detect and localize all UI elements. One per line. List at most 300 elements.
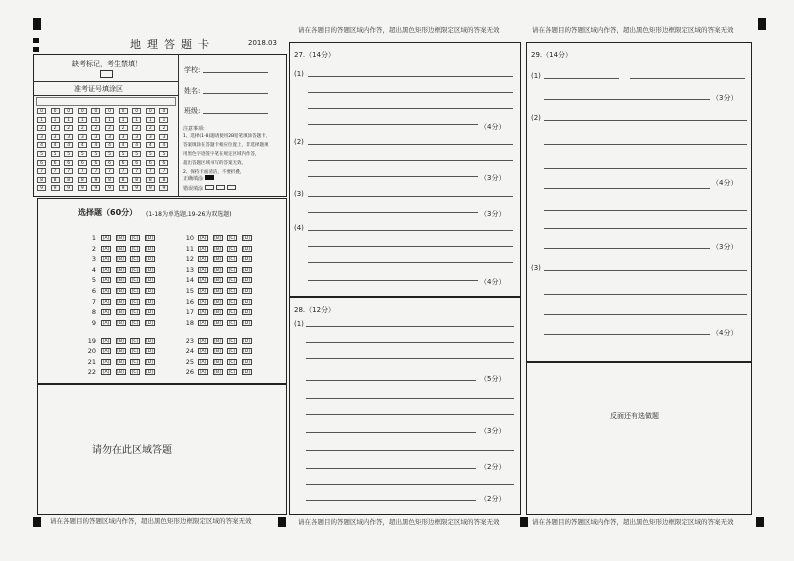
id-digit-bubble[interactable]: 8 bbox=[64, 177, 73, 183]
id-digit-bubble[interactable]: 2 bbox=[64, 125, 73, 131]
choice-option-bubble[interactable]: [B] bbox=[214, 359, 221, 365]
q27-answer-line[interactable] bbox=[308, 108, 513, 109]
choice-option-bubble[interactable]: [C] bbox=[131, 359, 139, 365]
back-note-text: 反面还有选做题 bbox=[610, 412, 659, 420]
choice-option-bubble[interactable]: [D] bbox=[243, 236, 250, 241]
id-digit-bubble[interactable]: 8 bbox=[78, 177, 87, 183]
choice-option-bubble[interactable]: [A] bbox=[102, 339, 110, 344]
choice-option-bubble[interactable]: [A] bbox=[199, 310, 207, 316]
choice-option-bubble[interactable]: [D] bbox=[243, 349, 250, 355]
choice-option-bubble[interactable]: [D] bbox=[146, 246, 153, 252]
choice-option-bubble[interactable]: [B] bbox=[117, 310, 124, 316]
choice-option-bubble[interactable]: [B] bbox=[117, 236, 124, 241]
id-digit-bubble[interactable]: 0 bbox=[132, 108, 141, 114]
id-digit-bubble[interactable]: 5 bbox=[91, 151, 100, 157]
q27-answer-line[interactable] bbox=[308, 196, 513, 197]
instructions-title: 注意事项: bbox=[183, 126, 205, 132]
id-digit-bubble[interactable]: 5 bbox=[105, 151, 114, 157]
q29-answer-line[interactable] bbox=[630, 78, 745, 79]
q29-answer-line[interactable] bbox=[544, 228, 747, 229]
choice-option-bubble[interactable]: [B] bbox=[117, 246, 124, 252]
id-digit-bubble[interactable]: 6 bbox=[132, 160, 141, 166]
q28-answer-line[interactable] bbox=[306, 398, 514, 399]
choice-option-bubble[interactable]: [A] bbox=[102, 349, 110, 355]
id-digit-bubble[interactable]: 3 bbox=[91, 134, 100, 140]
id-digit-bubble[interactable]: 5 bbox=[78, 151, 87, 157]
q29-answer-line[interactable] bbox=[544, 188, 710, 189]
class-label: 班级: bbox=[184, 107, 201, 115]
id-digit-bubble[interactable]: 0 bbox=[105, 108, 114, 114]
choice-option-bubble[interactable]: [A] bbox=[199, 289, 207, 294]
q28-answer-line[interactable] bbox=[306, 380, 476, 381]
id-digit-bubble[interactable]: 5 bbox=[132, 151, 141, 157]
q27-answer-line[interactable] bbox=[308, 230, 513, 231]
choice-option-bubble[interactable]: [B] bbox=[117, 257, 124, 263]
id-digit-bubble[interactable]: 1 bbox=[64, 117, 73, 123]
q27-answer-line[interactable] bbox=[308, 144, 513, 145]
id-digit-bubble[interactable]: 4 bbox=[37, 142, 46, 148]
choice-option-bubble[interactable]: [A] bbox=[102, 236, 110, 241]
id-digit-bubble[interactable]: 4 bbox=[159, 142, 168, 148]
q28-answer-line[interactable] bbox=[306, 414, 514, 415]
registration-mark bbox=[33, 18, 41, 30]
choice-option-bubble[interactable]: [B] bbox=[117, 369, 124, 375]
choice-option-bubble[interactable]: [C] bbox=[228, 349, 236, 355]
choice-option-bubble[interactable]: [D] bbox=[146, 278, 153, 284]
q28-answer-line[interactable] bbox=[306, 468, 476, 469]
q29-answer-line[interactable] bbox=[544, 294, 747, 295]
id-digit-bubble[interactable]: 3 bbox=[159, 134, 168, 140]
choice-option-bubble[interactable]: [A] bbox=[199, 257, 207, 263]
id-digit-bubble[interactable]: 7 bbox=[64, 168, 73, 174]
id-digit-bubble[interactable]: 1 bbox=[37, 117, 46, 123]
registration-mark bbox=[33, 517, 41, 527]
choice-option-bubble[interactable]: [A] bbox=[199, 246, 207, 252]
id-digit-bubble[interactable]: 1 bbox=[159, 117, 168, 123]
choice-option-bubble[interactable]: [B] bbox=[214, 299, 221, 305]
choice-option-bubble[interactable]: [D] bbox=[243, 246, 250, 252]
choice-option-bubble[interactable]: [A] bbox=[102, 289, 110, 294]
q27-part-label: (1) bbox=[294, 70, 304, 78]
choice-option-bubble[interactable]: [D] bbox=[243, 267, 250, 273]
choice-option-bubble[interactable]: [B] bbox=[214, 289, 221, 294]
choice-option-bubble[interactable]: [D] bbox=[146, 289, 153, 294]
choice-option-bubble[interactable]: [C] bbox=[131, 369, 139, 375]
choice-option-bubble[interactable]: [A] bbox=[199, 339, 207, 344]
instruction-line: 用黑色字迹签字笔在规定区域内作答， bbox=[183, 152, 260, 157]
id-digit-bubble[interactable]: 4 bbox=[51, 142, 60, 148]
choice-option-bubble[interactable]: [C] bbox=[228, 310, 236, 316]
q29-score: （3分） bbox=[712, 243, 738, 251]
id-digit-bubble[interactable]: 1 bbox=[91, 117, 100, 123]
q28-answer-line[interactable] bbox=[306, 342, 514, 343]
choice-option-bubble[interactable]: [C] bbox=[228, 339, 236, 344]
registration-mark bbox=[33, 47, 39, 52]
id-digit-bubble[interactable]: 2 bbox=[37, 125, 46, 131]
choice-option-bubble[interactable]: [B] bbox=[117, 278, 124, 284]
choice-option-bubble[interactable]: [D] bbox=[243, 299, 250, 305]
choice-option-bubble[interactable]: [D] bbox=[243, 289, 250, 294]
id-digit-bubble[interactable]: 2 bbox=[51, 125, 60, 131]
q27-answer-line[interactable] bbox=[308, 76, 513, 77]
id-digit-bubble[interactable]: 2 bbox=[146, 125, 155, 131]
id-digit-bubble[interactable]: 4 bbox=[64, 142, 73, 148]
choice-option-bubble[interactable]: [B] bbox=[214, 349, 221, 355]
bottom-notice-col1: 请在各题目的答题区域内作答，超出黑色矩形边框限定区域的答案无效 bbox=[50, 517, 252, 525]
choice-option-bubble[interactable]: [C] bbox=[228, 320, 236, 326]
id-digit-bubble[interactable]: 2 bbox=[91, 125, 100, 131]
choice-option-bubble[interactable]: [D] bbox=[146, 310, 153, 316]
id-digit-bubble[interactable]: 8 bbox=[146, 177, 155, 183]
id-digit-bubble[interactable]: 4 bbox=[146, 142, 155, 148]
q28-score: （2分） bbox=[480, 463, 506, 471]
q28-answer-line[interactable] bbox=[306, 500, 476, 501]
choice-option-bubble[interactable]: [C] bbox=[131, 310, 139, 316]
q29-part3-label: (3) bbox=[531, 264, 541, 272]
id-digit-bubble[interactable]: 5 bbox=[119, 151, 128, 157]
choice-option-bubble[interactable]: [D] bbox=[243, 339, 250, 344]
choice-option-bubble[interactable]: [C] bbox=[131, 299, 139, 305]
choice-option-bubble[interactable]: [D] bbox=[146, 349, 153, 355]
id-digit-bubble[interactable]: 8 bbox=[159, 177, 168, 183]
choice-option-bubble[interactable]: [B] bbox=[214, 246, 221, 252]
id-digit-bubble[interactable]: 4 bbox=[105, 142, 114, 148]
choice-option-bubble[interactable]: [B] bbox=[117, 289, 124, 294]
choice-option-bubble[interactable]: [A] bbox=[199, 320, 207, 326]
q27-answer-line[interactable] bbox=[308, 246, 513, 247]
id-digit-bubble[interactable]: 3 bbox=[146, 134, 155, 140]
id-digit-bubble[interactable]: 7 bbox=[159, 168, 168, 174]
choice-option-bubble[interactable]: [D] bbox=[146, 320, 153, 326]
id-digit-bubble[interactable]: 4 bbox=[78, 142, 87, 148]
wrong-sample-mark-3 bbox=[227, 185, 236, 190]
q28-answer-line[interactable] bbox=[306, 358, 514, 359]
choice-option-bubble[interactable]: [A] bbox=[102, 310, 110, 316]
choice-option-bubble[interactable]: [D] bbox=[243, 369, 250, 375]
choice-option-bubble[interactable]: [B] bbox=[214, 320, 221, 326]
id-digit-bubble[interactable]: 8 bbox=[51, 177, 60, 183]
q28-title: 28.（12分） bbox=[294, 306, 336, 314]
choice-option-bubble[interactable]: [B] bbox=[214, 339, 221, 344]
id-digit-bubble[interactable]: 9 bbox=[64, 185, 73, 191]
choice-option-bubble[interactable]: [D] bbox=[146, 267, 153, 273]
choice-option-bubble[interactable]: [C] bbox=[228, 359, 236, 365]
q29-answer-line[interactable] bbox=[544, 314, 747, 315]
id-digit-bubble[interactable]: 6 bbox=[91, 160, 100, 166]
id-digit-bubble[interactable]: 2 bbox=[159, 125, 168, 131]
id-digit-bubble[interactable]: 8 bbox=[37, 177, 46, 183]
id-digit-bubble[interactable]: 6 bbox=[119, 160, 128, 166]
id-digit-bubble[interactable]: 6 bbox=[37, 160, 46, 166]
id-digit-bubble[interactable]: 0 bbox=[159, 108, 168, 114]
choice-question-number: 25 bbox=[185, 357, 194, 366]
sheet-date: 2018.03 bbox=[248, 39, 277, 47]
info-divider bbox=[178, 54, 179, 197]
choice-question-number: 24 bbox=[185, 347, 194, 356]
q27-part-score: （3分） bbox=[480, 174, 506, 182]
id-digit-bubble[interactable]: 9 bbox=[105, 185, 114, 191]
choice-question-number: 12 bbox=[185, 255, 194, 264]
q27-part-score: （3分） bbox=[480, 210, 506, 218]
choice-option-bubble[interactable]: [A] bbox=[102, 369, 110, 375]
id-digit-bubble[interactable]: 2 bbox=[105, 125, 114, 131]
choice-option-bubble[interactable]: [B] bbox=[214, 236, 221, 241]
choice-option-bubble[interactable]: [C] bbox=[131, 278, 139, 284]
id-digit-bubble[interactable]: 2 bbox=[132, 125, 141, 131]
choice-option-bubble[interactable]: [D] bbox=[146, 369, 153, 375]
q29-answer-line[interactable] bbox=[544, 120, 747, 121]
choice-option-bubble[interactable]: [D] bbox=[146, 359, 153, 365]
choice-question-number: 23 bbox=[185, 337, 194, 345]
wrong-sample-mark-2 bbox=[216, 185, 225, 190]
choice-option-bubble[interactable]: [D] bbox=[146, 299, 153, 305]
id-digit-bubble[interactable]: 4 bbox=[119, 142, 128, 148]
id-digit-bubble[interactable]: 9 bbox=[51, 185, 60, 191]
choice-option-bubble[interactable]: [C] bbox=[228, 289, 236, 294]
id-digit-bubble[interactable]: 8 bbox=[105, 177, 114, 183]
q29-answer-line[interactable] bbox=[544, 210, 747, 211]
absent-label: 缺考标记，考生禁填！ bbox=[72, 60, 142, 68]
q29-answer-line[interactable] bbox=[544, 270, 747, 271]
class-field[interactable] bbox=[203, 113, 268, 114]
q27-answer-line[interactable] bbox=[308, 262, 513, 263]
id-digit-bubble[interactable]: 0 bbox=[51, 108, 60, 114]
choice-option-bubble[interactable]: [A] bbox=[199, 278, 207, 284]
id-digit-bubble[interactable]: 8 bbox=[91, 177, 100, 183]
q29-answer-line[interactable] bbox=[544, 334, 710, 335]
id-digit-bubble[interactable]: 7 bbox=[119, 168, 128, 174]
id-write-row[interactable] bbox=[36, 97, 176, 106]
choice-subtitle: (1-18为单选题,19-26为双选题) bbox=[146, 211, 232, 218]
choice-option-bubble[interactable]: [D] bbox=[243, 278, 250, 284]
correct-sample-label: 正确填涂 bbox=[183, 176, 204, 182]
id-digit-bubble[interactable]: 6 bbox=[159, 160, 168, 166]
q29-title: 29.（14分） bbox=[531, 51, 573, 59]
id-digit-bubble[interactable]: 9 bbox=[159, 185, 168, 191]
id-digit-bubble[interactable]: 5 bbox=[51, 151, 60, 157]
choice-option-bubble[interactable]: [C] bbox=[131, 339, 139, 344]
id-digit-bubble[interactable]: 0 bbox=[146, 108, 155, 114]
choice-option-bubble[interactable]: [C] bbox=[131, 349, 139, 355]
choice-option-bubble[interactable]: [C] bbox=[131, 267, 139, 273]
choice-option-bubble[interactable]: [A] bbox=[102, 267, 110, 273]
q29-answer-line[interactable] bbox=[544, 78, 619, 79]
back-note-box bbox=[526, 362, 752, 515]
choice-question-number: 5 bbox=[91, 276, 96, 285]
id-digit-bubble[interactable]: 4 bbox=[132, 142, 141, 148]
q27-answer-line[interactable] bbox=[308, 160, 513, 161]
q27-answer-line[interactable] bbox=[308, 92, 513, 93]
q28-answer-line[interactable] bbox=[306, 450, 514, 451]
registration-mark bbox=[33, 38, 39, 43]
choice-option-bubble[interactable]: [B] bbox=[214, 267, 221, 273]
q28-answer-line[interactable] bbox=[306, 484, 514, 485]
name-field[interactable] bbox=[203, 93, 268, 94]
bottom-notice-col2: 请在各题目的答题区域内作答，超出黑色矩形边框限定区域的答案无效 bbox=[298, 518, 500, 526]
q29-answer-line[interactable] bbox=[544, 144, 747, 145]
q29-answer-line[interactable] bbox=[544, 99, 710, 100]
q28-answer-line[interactable] bbox=[306, 326, 514, 327]
id-digit-bubble[interactable]: 7 bbox=[37, 168, 46, 174]
id-digit-bubble[interactable]: 3 bbox=[78, 134, 87, 140]
choice-option-bubble[interactable]: [B] bbox=[117, 320, 124, 326]
q28-score: （2分） bbox=[480, 495, 506, 503]
id-digit-bubble[interactable]: 6 bbox=[78, 160, 87, 166]
choice-option-bubble[interactable]: [C] bbox=[228, 246, 236, 252]
choice-option-bubble[interactable]: [D] bbox=[243, 310, 250, 316]
instruction-line: 超出答题区域书写的答案无效。 bbox=[183, 161, 246, 166]
instruction-line: 答案填涂在答题卡相应位置上，非选择题须 bbox=[183, 143, 269, 148]
q27-part-score: （4分） bbox=[480, 123, 506, 131]
school-field[interactable] bbox=[203, 72, 268, 73]
id-digit-bubble[interactable]: 5 bbox=[37, 151, 46, 157]
id-digit-bubble[interactable]: 7 bbox=[51, 168, 60, 174]
id-digit-bubble[interactable]: 1 bbox=[51, 117, 60, 123]
id-digit-bubble[interactable]: 0 bbox=[37, 108, 46, 114]
id-digit-bubble[interactable]: 5 bbox=[159, 151, 168, 157]
choice-option-bubble[interactable]: [C] bbox=[131, 246, 139, 252]
id-digit-bubble[interactable]: 9 bbox=[132, 185, 141, 191]
id-digit-bubble[interactable]: 0 bbox=[78, 108, 87, 114]
choice-option-bubble[interactable]: [B] bbox=[214, 369, 221, 375]
q27-answer-line[interactable] bbox=[308, 280, 478, 281]
choice-option-bubble[interactable]: [C] bbox=[131, 289, 139, 294]
choice-option-bubble[interactable]: [C] bbox=[228, 236, 236, 241]
id-digit-bubble[interactable]: 1 bbox=[105, 117, 114, 123]
id-digit-bubble[interactable]: 1 bbox=[78, 117, 87, 123]
choice-option-bubble[interactable]: [A] bbox=[102, 246, 110, 252]
choice-option-bubble[interactable]: [A] bbox=[199, 349, 207, 355]
choice-option-bubble[interactable]: [D] bbox=[243, 359, 250, 365]
choice-option-bubble[interactable]: [A] bbox=[102, 257, 110, 263]
choice-option-bubble[interactable]: [A] bbox=[199, 369, 207, 375]
choice-option-bubble[interactable]: [B] bbox=[214, 257, 221, 263]
id-digit-bubble[interactable]: 6 bbox=[64, 160, 73, 166]
id-digit-bubble[interactable]: 6 bbox=[146, 160, 155, 166]
id-digit-bubble[interactable]: 5 bbox=[146, 151, 155, 157]
id-digit-bubble[interactable]: 5 bbox=[64, 151, 73, 157]
id-digit-bubble[interactable]: 0 bbox=[64, 108, 73, 114]
bottom-notice-col3: 请在各题目的答题区域内作答，超出黑色矩形边框限定区域的答案无效 bbox=[532, 518, 734, 526]
id-digit-bubble[interactable]: 7 bbox=[132, 168, 141, 174]
id-digit-bubble[interactable]: 9 bbox=[146, 185, 155, 191]
choice-option-bubble[interactable]: [B] bbox=[117, 349, 124, 355]
id-digit-bubble[interactable]: 7 bbox=[146, 168, 155, 174]
choice-option-bubble[interactable]: [A] bbox=[199, 299, 207, 305]
id-digit-bubble[interactable]: 3 bbox=[64, 134, 73, 140]
instruction-line: 1、选择(1-8)题请使用2B铅笔填涂答题卡， bbox=[183, 134, 271, 139]
choice-option-bubble[interactable]: [A] bbox=[199, 236, 207, 241]
choice-question-number: 13 bbox=[185, 265, 194, 274]
choice-option-bubble[interactable]: [A] bbox=[102, 359, 110, 365]
id-digit-bubble[interactable]: 0 bbox=[119, 108, 128, 114]
registration-mark bbox=[520, 517, 528, 527]
id-digit-bubble[interactable]: 7 bbox=[91, 168, 100, 174]
id-digit-bubble[interactable]: 1 bbox=[119, 117, 128, 123]
id-digit-bubble[interactable]: 7 bbox=[78, 168, 87, 174]
id-digit-bubble[interactable]: 8 bbox=[119, 177, 128, 183]
choice-option-bubble[interactable]: [C] bbox=[228, 278, 236, 284]
id-digit-bubble[interactable]: 2 bbox=[119, 125, 128, 131]
id-digit-bubble[interactable]: 1 bbox=[146, 117, 155, 123]
q28-score: （3分） bbox=[480, 427, 506, 435]
q27-box bbox=[289, 42, 521, 297]
choice-option-bubble[interactable]: [C] bbox=[131, 320, 139, 326]
choice-question-number: 3 bbox=[91, 255, 96, 264]
id-digit-bubble[interactable]: 3 bbox=[119, 134, 128, 140]
id-digit-bubble[interactable]: 1 bbox=[132, 117, 141, 123]
choice-option-bubble[interactable]: [A] bbox=[102, 299, 110, 305]
id-digit-bubble[interactable]: 3 bbox=[51, 134, 60, 140]
absent-checkbox[interactable] bbox=[100, 70, 113, 78]
choice-option-bubble[interactable]: [A] bbox=[102, 278, 110, 284]
q28-answer-line[interactable] bbox=[306, 432, 476, 433]
id-digit-bubble[interactable]: 8 bbox=[132, 177, 141, 183]
registration-mark bbox=[278, 517, 286, 527]
instruction-line: 2、保持卡面清洁，不要折叠， bbox=[183, 170, 245, 175]
choice-option-bubble[interactable]: [D] bbox=[243, 257, 250, 263]
id-digit-bubble[interactable]: 0 bbox=[91, 108, 100, 114]
choice-option-bubble[interactable]: [D] bbox=[243, 320, 250, 326]
q29-answer-line[interactable] bbox=[544, 168, 747, 169]
choice-option-bubble[interactable]: [D] bbox=[146, 257, 153, 263]
choice-option-bubble[interactable]: [A] bbox=[199, 359, 207, 365]
id-digit-bubble[interactable]: 3 bbox=[132, 134, 141, 140]
choice-option-bubble[interactable]: [B] bbox=[117, 299, 124, 305]
choice-option-bubble[interactable]: [B] bbox=[214, 278, 221, 284]
q27-answer-line[interactable] bbox=[308, 124, 478, 125]
id-digit-bubble[interactable]: 4 bbox=[91, 142, 100, 148]
q29-part1-label: (1) bbox=[531, 72, 541, 80]
choice-option-bubble[interactable]: [A] bbox=[102, 320, 110, 326]
choice-option-bubble[interactable]: [D] bbox=[146, 339, 153, 344]
id-digit-bubble[interactable]: 9 bbox=[91, 185, 100, 191]
choice-option-bubble[interactable]: [B] bbox=[117, 359, 124, 365]
choice-question-number: 22 bbox=[87, 367, 96, 376]
choice-option-bubble[interactable]: [C] bbox=[228, 267, 236, 273]
q27-part-label: (2) bbox=[294, 138, 304, 146]
id-digit-bubble[interactable]: 6 bbox=[51, 160, 60, 166]
q27-answer-line[interactable] bbox=[308, 212, 478, 213]
q29-answer-line[interactable] bbox=[544, 248, 710, 249]
id-digit-bubble[interactable]: 2 bbox=[78, 125, 87, 131]
choice-option-bubble[interactable]: [A] bbox=[199, 267, 207, 273]
choice-option-bubble[interactable]: [B] bbox=[117, 339, 124, 344]
choice-option-bubble[interactable]: [C] bbox=[131, 236, 139, 241]
id-digit-bubble[interactable]: 9 bbox=[37, 185, 46, 191]
sheet-title: 地理答题卡 bbox=[130, 38, 215, 51]
id-digit-bubble[interactable]: 7 bbox=[105, 168, 114, 174]
q29-score: （3分） bbox=[712, 94, 738, 102]
choice-option-bubble[interactable]: [B] bbox=[214, 310, 221, 316]
id-digit-bubble[interactable]: 3 bbox=[105, 134, 114, 140]
choice-option-bubble[interactable]: [C] bbox=[131, 257, 139, 263]
id-digit-bubble[interactable]: 9 bbox=[78, 185, 87, 191]
id-digit-bubble[interactable]: 6 bbox=[105, 160, 114, 166]
id-digit-bubble[interactable]: 3 bbox=[37, 134, 46, 140]
q29-score: （4分） bbox=[712, 329, 738, 337]
choice-option-bubble[interactable]: [C] bbox=[228, 299, 236, 305]
name-label: 姓名: bbox=[184, 87, 201, 95]
id-digit-bubble[interactable]: 9 bbox=[119, 185, 128, 191]
choice-option-bubble[interactable]: [D] bbox=[146, 236, 153, 241]
choice-option-bubble[interactable]: [B] bbox=[117, 267, 124, 273]
q28-score: （5分） bbox=[480, 375, 506, 383]
choice-question-number: 17 bbox=[185, 308, 194, 317]
choice-option-bubble[interactable]: [C] bbox=[228, 257, 236, 263]
q27-answer-line[interactable] bbox=[308, 176, 478, 177]
choice-option-bubble[interactable]: [C] bbox=[228, 369, 236, 375]
